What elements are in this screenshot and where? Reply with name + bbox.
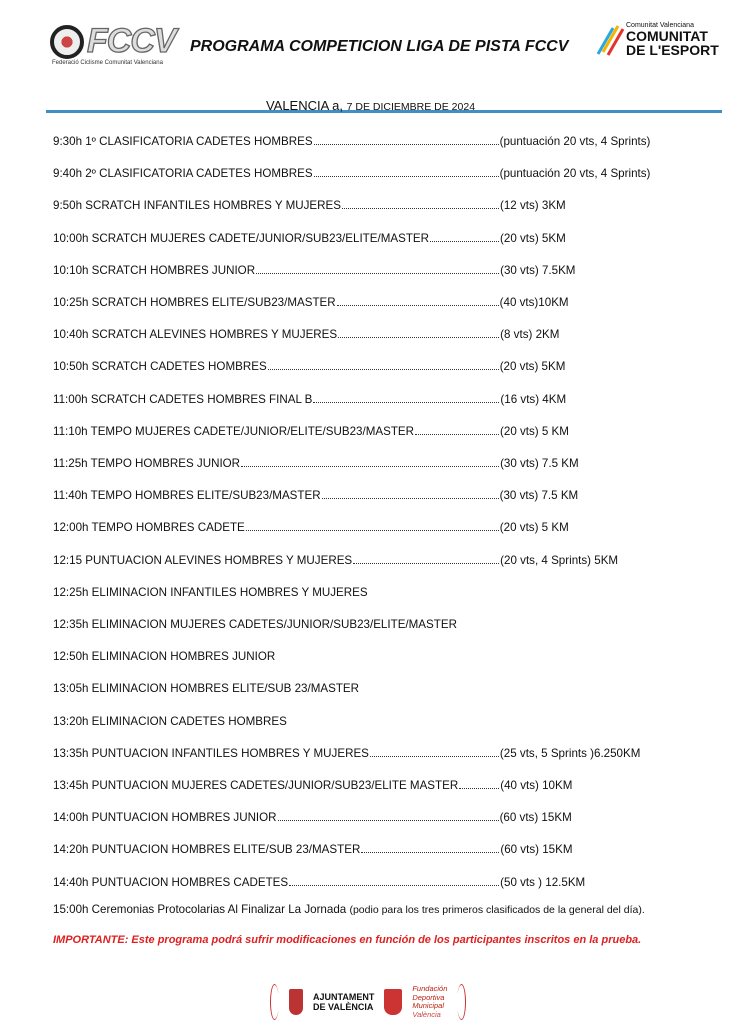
event-details: (20 vts) 5KM <box>500 231 566 245</box>
schedule-item <box>53 196 713 212</box>
event-details: (40 vts) 10KM <box>500 779 573 792</box>
event-details: (60 vts) 15KM <box>499 811 572 825</box>
dot-leader <box>353 563 499 564</box>
dot-leader <box>337 305 499 306</box>
schedule-item <box>53 712 713 728</box>
page-title: PROGRAMA COMPETICION LIGA DE PISTA FCCV <box>190 38 569 55</box>
event-title: 14:40h PUNTUACION HOMBRES CADETES <box>53 875 289 889</box>
ajuntament-line2: DE VALÈNCIA <box>313 1002 374 1012</box>
sponsor-small: Comunitat Valenciana <box>626 22 694 29</box>
dot-leader <box>314 144 499 145</box>
schedule-item <box>53 776 713 792</box>
event-title: 14:20h PUNTUACION HOMBRES ELITE/SUB 23/MASTER <box>53 843 361 857</box>
event-title: 9:40h 2º CLASIFICATORIA CADETES HOMBRES <box>53 167 313 181</box>
comunitat-esport-logo <box>600 22 719 60</box>
event-title: 10:10h SCRATCH HOMBRES JUNIOR <box>53 263 256 277</box>
schedule-item <box>53 325 713 341</box>
ajuntament-line1: AJUNTAMENT <box>313 992 375 1002</box>
event-title: 13:35h PUNTUACION INFANTILES HOMBRES Y MUJERES <box>53 746 369 760</box>
dot-leader <box>246 530 499 531</box>
dot-leader <box>241 466 499 467</box>
schedule-item <box>53 583 713 599</box>
event-details: (50 vts ) 12.5KM <box>500 875 586 889</box>
ceremony-line <box>53 903 645 916</box>
event-title: 10:00h SCRATCH MUJERES CADETE/JUNIOR/SUB23/ELITE/MASTER <box>53 231 430 245</box>
event-title: 12:35h ELIMINACION MUJERES CADETES/JUNIOR/SUB23/ELITE/MASTER <box>53 618 457 631</box>
dot-leader <box>268 369 499 370</box>
ceremony-main: 15:00h Ceremonias Protocolarias Al Finalizar La Jornada <box>53 903 347 916</box>
footer-logos <box>270 984 490 1020</box>
sponsor-line1: COMUNITAT <box>626 28 708 44</box>
event-title: 10:40h SCRATCH ALEVINES HOMBRES Y MUJERES <box>53 328 338 342</box>
schedule-item <box>53 744 713 760</box>
dot-leader <box>322 498 499 499</box>
event-details: (16 vts) 4KM <box>500 392 567 406</box>
schedule-item <box>53 454 713 470</box>
event-details: (20 vts) 5 KM <box>499 521 569 535</box>
fundacion-line: Deportiva <box>412 992 445 1002</box>
schedule-item <box>53 551 713 567</box>
event-title: 12:25h ELIMINACION INFANTILES HOMBRES Y MUJERES <box>53 585 368 599</box>
event-title: 10:50h SCRATCH CADETES HOMBRES <box>53 360 267 374</box>
dot-leader <box>430 241 499 242</box>
fundacion-line: Municipal <box>412 1001 445 1010</box>
ajuntament-crest-icon <box>289 989 303 1015</box>
event-title: 13:20h ELIMINACION CADETES HOMBRES <box>53 714 287 728</box>
schedule-item <box>53 679 713 695</box>
schedule-item <box>53 164 713 180</box>
event-title: 14:00h PUNTUACION HOMBRES JUNIOR <box>53 811 277 825</box>
dot-leader <box>342 208 499 209</box>
fundacion-line: Fundación <box>412 984 448 993</box>
event-title: 11:40h TEMPO HOMBRES ELITE/SUB23/MASTER <box>53 489 321 503</box>
schedule-item <box>53 486 713 502</box>
sponsor-line2: DE L'ESPORT <box>626 42 719 58</box>
logo-text: FCCV <box>87 22 176 60</box>
stripes-icon <box>600 22 622 60</box>
dot-leader <box>415 434 499 435</box>
event-details: (30 vts) 7.5KM <box>500 263 576 277</box>
schedule-item <box>53 647 713 663</box>
schedule-item <box>53 357 713 373</box>
date-line <box>0 98 741 113</box>
dot-leader <box>289 885 499 886</box>
schedule-item <box>53 390 713 406</box>
dot-leader <box>278 820 499 821</box>
event-title: 12:15 PUNTUACION ALEVINES HOMBRES Y MUJERES <box>53 553 353 567</box>
wheel-icon <box>50 25 84 59</box>
event-title: 9:30h 1º CLASIFICATORIA CADETES HOMBRES <box>53 135 313 148</box>
event-details: (puntuación 20 vts, 4 Sprints) <box>499 167 651 181</box>
schedule-item <box>53 261 713 277</box>
event-details: (60 vts) 15KM <box>500 843 573 857</box>
dot-leader <box>361 852 499 853</box>
bracket-left <box>270 984 279 1020</box>
event-title: 10:25h SCRATCH HOMBRES ELITE/SUB23/MASTER <box>53 296 336 309</box>
event-details: (20 vts, 4 Sprints) 5KM <box>500 553 619 567</box>
event-details: (12 vts) 3KM <box>500 199 566 213</box>
dot-leader <box>338 337 499 338</box>
event-details: (20 vts) 5 KM <box>500 424 569 438</box>
schedule-item <box>53 132 713 148</box>
dot-leader <box>459 788 499 789</box>
event-title: 13:05h ELIMINACION HOMBRES ELITE/SUB 23/MASTER <box>53 682 360 696</box>
schedule-item <box>53 808 713 824</box>
dot-leader <box>314 176 499 177</box>
fundacion-logo-icon <box>384 989 402 1015</box>
event-title: 13:45h PUNTUACION MUJERES CADETES/JUNIOR/SUB23/ELITE MASTER <box>53 779 459 792</box>
event-title: 12:50h ELIMINACION HOMBRES JUNIOR <box>53 650 276 664</box>
event-title: 11:00h SCRATCH CADETES HOMBRES FINAL B <box>53 392 313 406</box>
schedule-item <box>53 873 713 889</box>
event-details: (8 vts) 2KM <box>500 328 560 342</box>
event-title: 11:25h TEMPO HOMBRES JUNIOR <box>53 457 241 470</box>
event-details: (30 vts) 7.5 KM <box>500 457 579 470</box>
event-details: (40 vts)10KM <box>499 296 569 309</box>
fccv-logo <box>50 22 176 61</box>
event-details: (30 vts) 7.5 KM <box>499 489 579 503</box>
date-day: 7 DE DICIEMBRE DE 2024 <box>346 101 476 113</box>
event-title: 12:00h TEMPO HOMBRES CADETE <box>53 521 245 535</box>
important-notice: IMPORTANTE: Este programa podrá sufrir modificaciones en función de los participantes inscritos en la prueba. <box>53 934 642 946</box>
event-title: 11:10h TEMPO MUJERES CADETE/JUNIOR/ELITE/SUB23/MASTER <box>53 424 415 438</box>
logo-subtitle: Federació Ciclisme Comunitat Valenciana <box>52 60 163 66</box>
schedule-item <box>53 518 713 534</box>
dot-leader <box>313 402 499 403</box>
fundacion-line: València <box>412 1009 441 1019</box>
schedule-item <box>53 615 713 631</box>
schedule-item <box>53 293 713 309</box>
event-title: 9:50h SCRATCH INFANTILES HOMBRES Y MUJERES <box>53 199 341 213</box>
schedule-item <box>53 840 713 856</box>
schedule-item <box>53 422 713 438</box>
schedule-item <box>53 229 713 245</box>
bracket-right <box>457 984 466 1020</box>
dot-leader <box>256 273 499 274</box>
event-details: (25 vts, 5 Sprints )6.250KM <box>499 746 641 760</box>
dot-leader <box>370 756 499 757</box>
event-details: (puntuación 20 vts, 4 Sprints) <box>499 135 651 148</box>
date-city: VALENCIA a, <box>265 98 344 113</box>
event-details: (20 vts) 5KM <box>499 360 566 374</box>
ceremony-note: (podio para los tres primeros clasificados de la general del día). <box>349 904 645 916</box>
